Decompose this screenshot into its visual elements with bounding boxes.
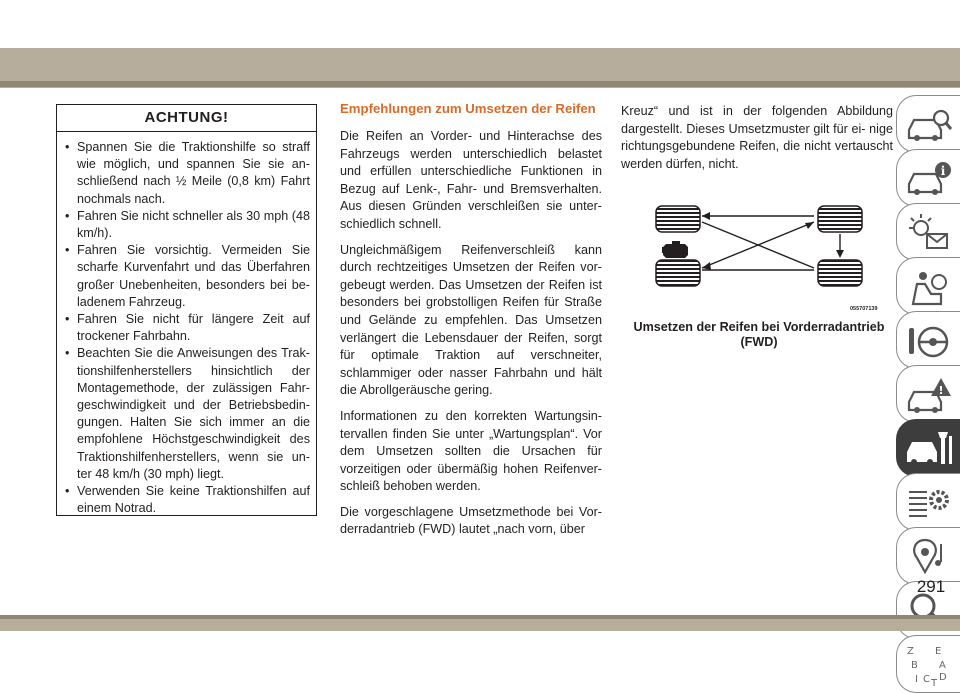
section-heading: Empfehlungen zum Umsetzen der Reifen xyxy=(340,101,596,116)
index-letter: I xyxy=(915,674,918,685)
warning-item: • Beachten Sie die Anweisungen des Trak- tionshilfenherstellers hinsichtlich der Montagemethode, der zulässigen Fahr- geschwindigkeit und der Betriebsbedin- gungen. Halten Sie sich immer an die empfohlene Höchstgeschwindigkeit des Traktionshilfenherstellers, wenn sie un- ter 48 km/h (30 mph) liegt. xyxy=(65,345,310,483)
caption-line: (FWD) xyxy=(740,335,778,349)
warning-list xyxy=(57,132,316,517)
tab-car-magnifier[interactable] xyxy=(896,95,960,153)
warning-box xyxy=(56,104,317,516)
page-number: 291 xyxy=(916,577,946,596)
svg-text:!: ! xyxy=(938,384,944,397)
tab-airbag-seat[interactable] xyxy=(896,257,960,315)
airbag-seat-icon xyxy=(905,266,953,308)
tire-rotation-diagram xyxy=(650,200,882,318)
front-left-tire-icon xyxy=(656,206,700,232)
right-column xyxy=(621,103,893,181)
tab-specs-gear[interactable] xyxy=(896,473,960,531)
caption-line: Umsetzen der Reifen bei Vorderradantrieb xyxy=(633,320,885,334)
warning-item: • Verwenden Sie keine Traktionshilfen auf einem Notrad. xyxy=(65,483,310,517)
index-letter: D xyxy=(939,672,947,683)
tab-car-info[interactable] xyxy=(896,149,960,207)
figure-code: 055707139 xyxy=(850,306,878,312)
car-wrench-icon xyxy=(905,428,953,470)
index-letter: C xyxy=(923,674,930,685)
index-letter: Z xyxy=(907,646,914,657)
front-right-tire-icon xyxy=(818,206,862,232)
index-letter: A xyxy=(939,660,946,671)
paragraph: Informationen zu den korrekten Wartungsin- tervallen finden Sie unter „Wartungsplan“. Vor dem Umsetzen sollten die Ursachen für vorzeitigen oder übermäßig hohen Reifenver- schleiß behoben werden. xyxy=(340,408,602,494)
footer-band-line xyxy=(0,615,960,619)
warning-item: • Spannen Sie die Traktionshilfe so straff wie möglich, und spannen Sie sie an- schließend nach ½ Meile (0,8 km) Fahrt nochmals nach. xyxy=(65,139,310,208)
paragraph-continued: Kreuz“ und ist in der folgenden Abbildung dargestellt. Dieses Umsetzmuster gilt für ei- nige richtungsgebundene Reifen, die nicht vertauscht werden dürfen, nicht. xyxy=(621,104,893,171)
warning-item: • Fahren Sie nicht schneller als 30 mph (48 km/h). xyxy=(65,208,310,242)
warning-title: ACHTUNG! xyxy=(57,105,316,132)
index-letter: B xyxy=(911,660,918,671)
car-magnifier-icon xyxy=(905,104,953,146)
steering-wheel-icon xyxy=(905,320,953,362)
car-warning-icon xyxy=(905,374,953,416)
multimedia-icon xyxy=(905,536,953,578)
tab-steering-wheel[interactable] xyxy=(896,311,960,369)
svg-text:i: i xyxy=(940,164,946,178)
warning-item: • Fahren Sie nicht für längere Zeit auf trockener Fahrbahn. xyxy=(65,311,310,345)
warning-item: • Fahren Sie vorsichtig. Vermeiden Sie scharfe Kurvenfahrt und das Überfahren großer Unebenheiten, besonders bei be- ladenem Fahrzeug. xyxy=(65,242,310,311)
tab-index[interactable] xyxy=(896,635,960,693)
tab-dashboard-lights[interactable] xyxy=(896,203,960,261)
dashboard-lights-icon xyxy=(905,212,953,254)
main-column xyxy=(340,100,602,547)
paragraph: Die vorgeschlagene Umsetzmethode bei Vor- derradantrieb (FWD) lautet „nach vorn, über xyxy=(340,504,602,537)
header-band-line xyxy=(0,81,960,87)
tab-car-warning[interactable] xyxy=(896,365,960,423)
index-letter: T xyxy=(931,678,938,686)
index-icon xyxy=(905,644,953,686)
paragraph: Die Reifen an Vorder- und Hinterachse des Fahrzeugs werden unterschiedlich belastet und erfüllen unterschiedliche Funktionen in Bezug auf Lenk-, Fahr- und Bremsverhalten. Aus diesen Gründen verschleißen sie unter- schiedlich schnell. xyxy=(340,129,602,231)
rear-right-tire-icon xyxy=(818,260,862,286)
top-margin xyxy=(0,0,960,48)
paragraph: Ungleichmäßigem Reifenverschleiß kann durch rechtzeitiges Umsetzen der Reifen vor- gebeugt werden. Das Umsetzen der Reifen ist besonders bei grobstolligen Reifen für Straße und Gelände zu empfehlen. Das Umsetzen verlängert die Lebensdauer der Reifen, sorgt für optimale Traktion auf verschneiter, schlammiger oder nasser Fahrbahn und hält die Abrollgeräusche gering. xyxy=(340,242,602,398)
specs-gear-icon xyxy=(905,482,953,524)
engine-icon xyxy=(662,241,688,258)
figure-caption xyxy=(626,320,892,350)
index-letter: E xyxy=(935,646,942,657)
car-info-icon xyxy=(905,158,953,200)
tab-car-wrench[interactable] xyxy=(896,419,960,477)
rear-left-tire-icon xyxy=(656,260,700,286)
